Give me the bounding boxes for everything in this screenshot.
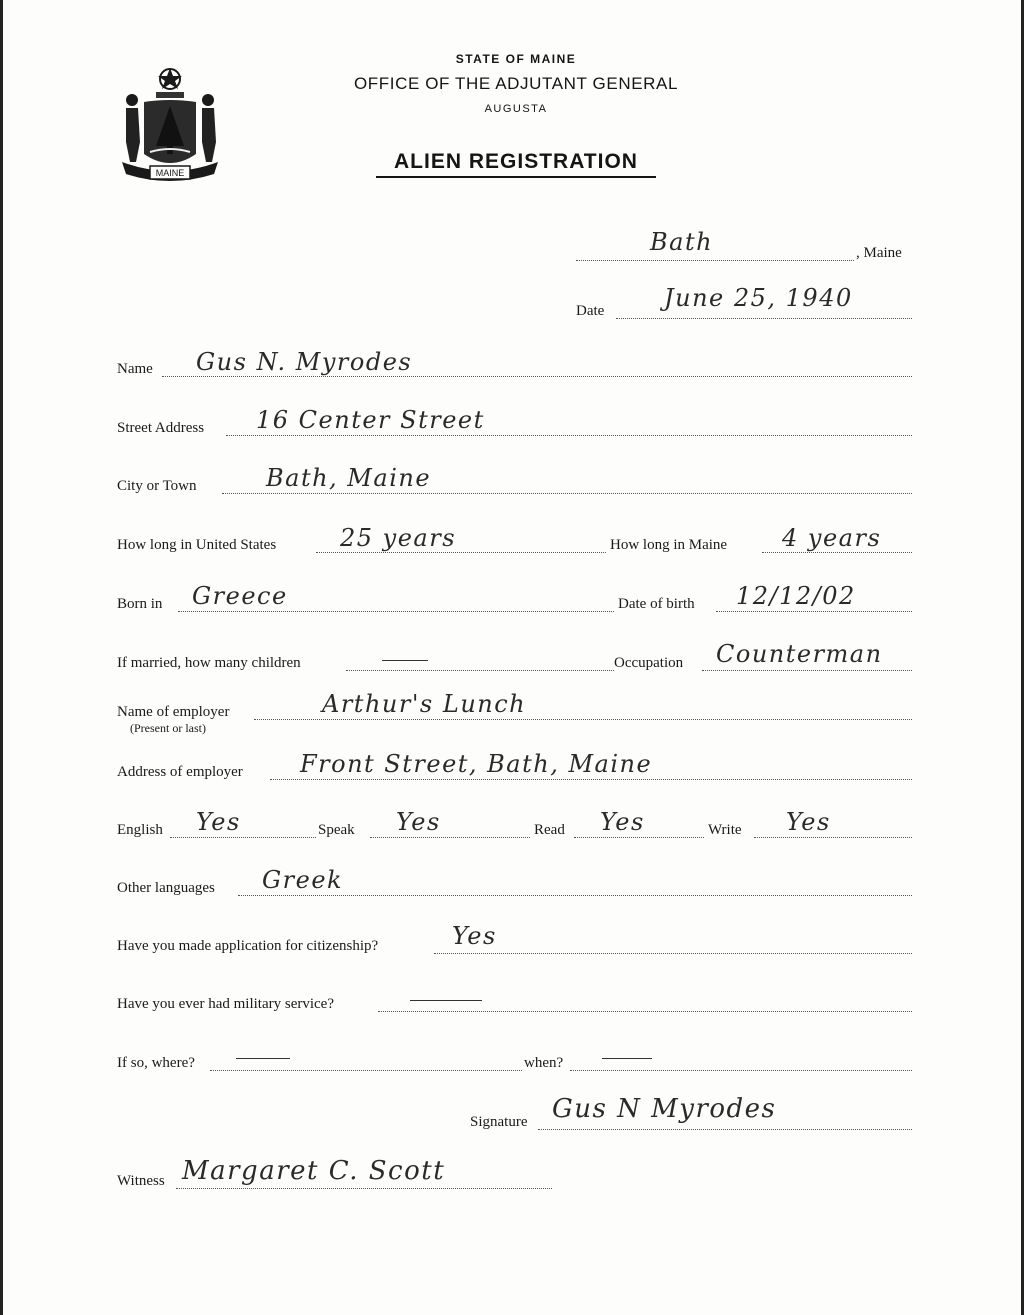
other-languages-label: Other languages [117, 880, 215, 896]
street-value: 16 Center Street [256, 406, 485, 434]
speak-label: Speak [318, 822, 355, 838]
when-dash [602, 1058, 652, 1059]
date-value: June 25, 1940 [664, 284, 853, 312]
how-long-maine-label: How long in Maine [610, 537, 728, 553]
speak-line [370, 837, 530, 838]
city-value: Bath, Maine [266, 464, 432, 492]
if-so-where-line [210, 1070, 522, 1071]
employer-address-value: Front Street, Bath, Maine [300, 750, 653, 778]
header-state: STATE OF MAINE [455, 52, 577, 66]
when-line [570, 1070, 912, 1071]
married-dash [382, 660, 428, 661]
how-long-us-label: How long in United States [117, 537, 277, 553]
if-so-where-label: If so, where? [117, 1055, 195, 1071]
employer-address-label: Address of employer [117, 764, 243, 780]
employer-line [254, 719, 912, 720]
street-line [226, 435, 912, 436]
witness-value: Margaret C. Scott [182, 1156, 446, 1186]
employer-label: Name of employer [117, 704, 230, 720]
married-line [346, 670, 614, 671]
occupation-value: Counterman [716, 640, 883, 668]
town-value: Bath [650, 228, 714, 256]
how-long-maine-value: 4 years [782, 524, 882, 552]
military-line [378, 1011, 912, 1012]
how-long-us-value: 25 years [340, 524, 457, 552]
date-of-birth-line [716, 611, 912, 612]
military-label: Have you ever had military service? [117, 996, 334, 1012]
born-in-label: Born in [117, 596, 163, 612]
maine-label: , Maine [856, 245, 902, 261]
citizenship-label: Have you made application for citizenship? [117, 938, 379, 954]
svg-text:MAINE: MAINE [155, 168, 185, 178]
write-line [754, 837, 912, 838]
read-line [574, 837, 704, 838]
date-of-birth-label: Date of birth [618, 596, 695, 612]
header-office: OFFICE OF THE ADJUTANT GENERAL [353, 74, 679, 93]
city-line [222, 493, 912, 494]
name-value: Gus N. Myrodes [196, 348, 413, 376]
write-label: Write [708, 822, 742, 838]
born-in-value: Greece [192, 582, 288, 610]
witness-line [176, 1188, 552, 1189]
citizenship-line [434, 953, 912, 954]
state-seal-icon [112, 62, 228, 188]
military-dash [410, 1000, 482, 1001]
signature-label: Signature [470, 1114, 528, 1130]
how-long-maine-line [762, 552, 912, 553]
born-in-line [178, 611, 614, 612]
scan-edge-left [0, 0, 3, 1315]
write-value: Yes [786, 808, 831, 836]
signature-line [538, 1129, 912, 1130]
name-label: Name [117, 361, 153, 377]
name-line [162, 376, 912, 377]
town-line [576, 260, 854, 261]
date-line [616, 318, 912, 319]
read-value: Yes [600, 808, 645, 836]
english-line [170, 837, 316, 838]
employer-address-line [270, 779, 912, 780]
other-languages-line [238, 895, 912, 896]
married-label: If married, how many children [117, 655, 301, 671]
form-title: ALIEN REGISTRATION [376, 150, 656, 178]
read-label: Read [534, 822, 565, 838]
date-of-birth-value: 12/12/02 [736, 582, 856, 610]
when-label: when? [524, 1055, 564, 1071]
street-label: Street Address [117, 420, 205, 436]
witness-label: Witness [117, 1173, 165, 1189]
city-label: City or Town [117, 478, 197, 494]
other-languages-value: Greek [262, 866, 344, 894]
employer-sublabel: (Present or last) [130, 721, 206, 735]
speak-value: Yes [396, 808, 441, 836]
english-value: Yes [196, 808, 241, 836]
citizenship-value: Yes [452, 922, 497, 950]
signature-value: Gus N Myrodes [552, 1094, 777, 1124]
date-label: Date [576, 303, 605, 319]
employer-value: Arthur's Lunch [322, 690, 527, 718]
how-long-us-line [316, 552, 606, 553]
occupation-line [702, 670, 912, 671]
header-city: AUGUSTA [484, 103, 548, 115]
where-dash [236, 1058, 290, 1059]
occupation-label: Occupation [614, 655, 684, 671]
english-label: English [117, 822, 163, 838]
